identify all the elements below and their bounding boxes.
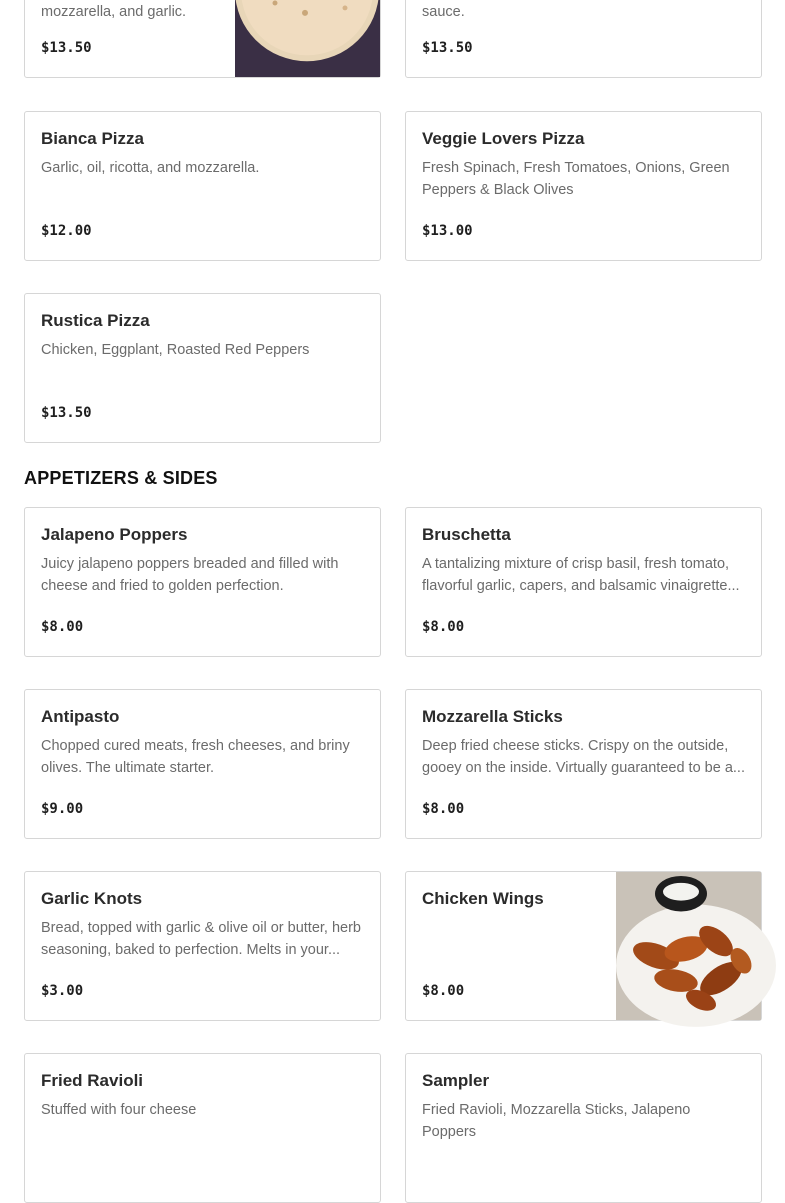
chicken-wings-photo [616,872,761,1020]
menu-item-price: $13.50 [41,405,92,421]
menu-item-card[interactable] [24,293,381,443]
menu-item-body [41,872,364,1020]
menu-item-name: Bianca Pizza [41,129,144,148]
menu-item-card[interactable] [405,0,762,78]
menu-item-body [422,872,601,1020]
section-heading-appetizers: APPETIZERS & SIDES [24,468,218,488]
pizza-photo [235,0,380,77]
menu-item-price: $8.00 [422,619,465,635]
menu-item-name: Mozzarella Sticks [422,707,563,726]
menu-item-card[interactable] [405,871,762,1021]
menu-item-name: Jalapeno Poppers [41,525,188,544]
menu-item-description: Garlic, oil, ricotta, and mozzarella. [41,160,260,176]
menu-item-description: Fried Ravioli, Mozzarella Sticks, Jalapeno Poppers [422,1102,691,1140]
menu-item-name: Antipasto [41,707,120,726]
menu-item-description: Juicy jalapeno poppers breaded and filled with cheese and fried to golden perfection. [41,556,339,594]
menu-item-description: Chicken, Eggplant, Roasted Red Peppers [41,342,310,358]
menu-item-card[interactable] [24,507,381,657]
menu-item-description: mozzarella, and garlic. [41,4,187,20]
menu-item-card[interactable] [405,689,762,839]
menu-item-card[interactable] [24,1053,381,1203]
menu-item-name: Chicken Wings [422,889,544,908]
menu-item-price: $8.00 [422,983,465,999]
menu-item-price: $13.00 [422,223,473,239]
menu-item-name: Fried Ravioli [41,1071,144,1090]
menu-item-description: Bread, topped with garlic & olive oil or butter, herb seasoning, baked to perfection. Melts in your... [41,920,361,958]
menu-item-card[interactable] [24,871,381,1021]
menu-item-price: $12.00 [41,223,92,239]
menu-item-card[interactable] [24,111,381,261]
menu-item-description: sauce. [422,4,465,20]
menu-item-card[interactable] [405,1053,762,1203]
menu-item-description: Fresh Spinach, Fresh Tomatoes, Onions, Green Peppers & Black Olives [422,160,730,198]
menu-item-body [422,1054,745,1202]
menu-item-body [422,0,745,77]
menu-item-card[interactable] [24,689,381,839]
menu-item-description: Chopped cured meats, fresh cheeses, and briny olives. The ultimate starter. [41,738,350,776]
menu-item-body [41,508,364,656]
menu-item-body [41,690,364,838]
menu-item-name: Rustica Pizza [41,311,150,330]
menu-item-body [41,294,364,442]
menu-item-price: $8.00 [41,619,84,635]
menu-item-price: $3.00 [41,983,84,999]
menu-item-body [422,112,745,260]
menu-item-description: A tantalizing mixture of crisp basil, fresh tomato, flavorful garlic, capers, and balsamic vinaigrette... [422,556,740,594]
menu-item-name: Sampler [422,1071,490,1090]
menu-item-body [41,1054,364,1202]
menu-item-description: Stuffed with four cheese [41,1102,197,1118]
menu-item-name: Garlic Knots [41,889,143,908]
menu-item-price: $13.50 [422,40,473,56]
menu-item-name: Bruschetta [422,525,511,544]
menu-item-price: $9.00 [41,801,84,817]
menu-item-card[interactable] [24,0,381,78]
menu-item-card[interactable] [405,507,762,657]
menu-item-name: Veggie Lovers Pizza [422,129,585,148]
menu-item-price: $8.00 [422,801,465,817]
menu-item-body [41,112,364,260]
menu-item-card[interactable] [405,111,762,261]
menu-item-body [422,508,745,656]
menu-item-description: Deep fried cheese sticks. Crispy on the outside, gooey on the inside. Virtually guaranteed to be a... [422,738,745,776]
menu-item-body [422,690,745,838]
menu-item-price: $13.50 [41,40,92,56]
menu-item-body [41,0,220,77]
